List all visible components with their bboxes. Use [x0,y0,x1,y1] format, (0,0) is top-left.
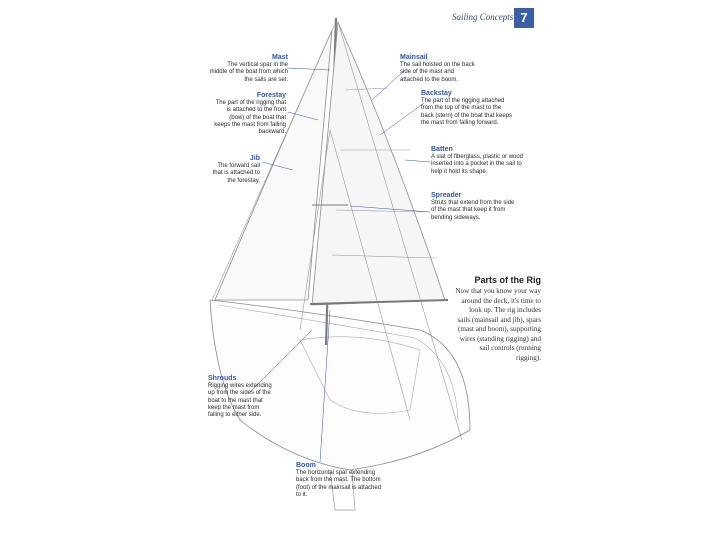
term-description: The forward sail that is attached to the forestay. [212,163,260,184]
term-name: Mast [272,54,288,61]
term-name: Jib [249,155,260,162]
term-boom [296,462,384,499]
term-name: Forestay [256,92,286,99]
term-mainsail [400,54,478,84]
page-number: 7 [514,8,534,28]
term-name: Spreader [431,192,462,199]
term-name: Backstay [421,90,452,97]
term-description: The vertical spar in the middle of the boat from which the sails are set. [209,62,288,83]
term-mast [208,54,288,84]
term-backstay [421,90,515,127]
term-name: Boom [296,462,316,469]
term-name: Shrouds [208,375,237,382]
term-jib [208,155,260,185]
parts-of-rig-box [455,275,541,363]
term-description: The part of the rigging that is attached to the front (bow) of the boat that keeps the mast from falling backward. [214,100,286,136]
term-name: Mainsail [400,54,428,61]
parts-of-rig-body: Now that you know your way around the deck, it's time to look up. The rig includes sails (mainsail and jib), spars (mast and boom), supporting wires (standing rigging) and sail controls (running rigging). [455,287,541,362]
term-description: Rigging wires extending up from the sides of the boat to the mast that keep the mast from falling to either side. [208,383,272,419]
term-description: The part of the rigging attached from the top of the mast to the back (stern) of the boat that keeps the mast from falling forward. [421,98,513,126]
term-batten [431,146,527,176]
section-title: Sailing Concepts [452,12,514,22]
term-spreader [431,192,517,222]
term-description: The horizontal spar extending back from the mast. The bottom (foot) of the mainsail is attached to it. [296,470,382,498]
parts-of-rig-title: Parts of the Rig [474,275,541,285]
term-description: Struts that extend from the side of the mast that keep it from bending sideways. [431,200,515,221]
term-name: Batten [431,146,453,153]
term-forestay [212,92,286,136]
term-shrouds [208,375,274,419]
term-description: A slat of fiberglass, plastic or wood inserted into a pocket in the sail to help it hold its shape. [431,154,524,175]
term-description: The sail hoisted on the back side of the mast and attached to the boom. [400,62,475,83]
